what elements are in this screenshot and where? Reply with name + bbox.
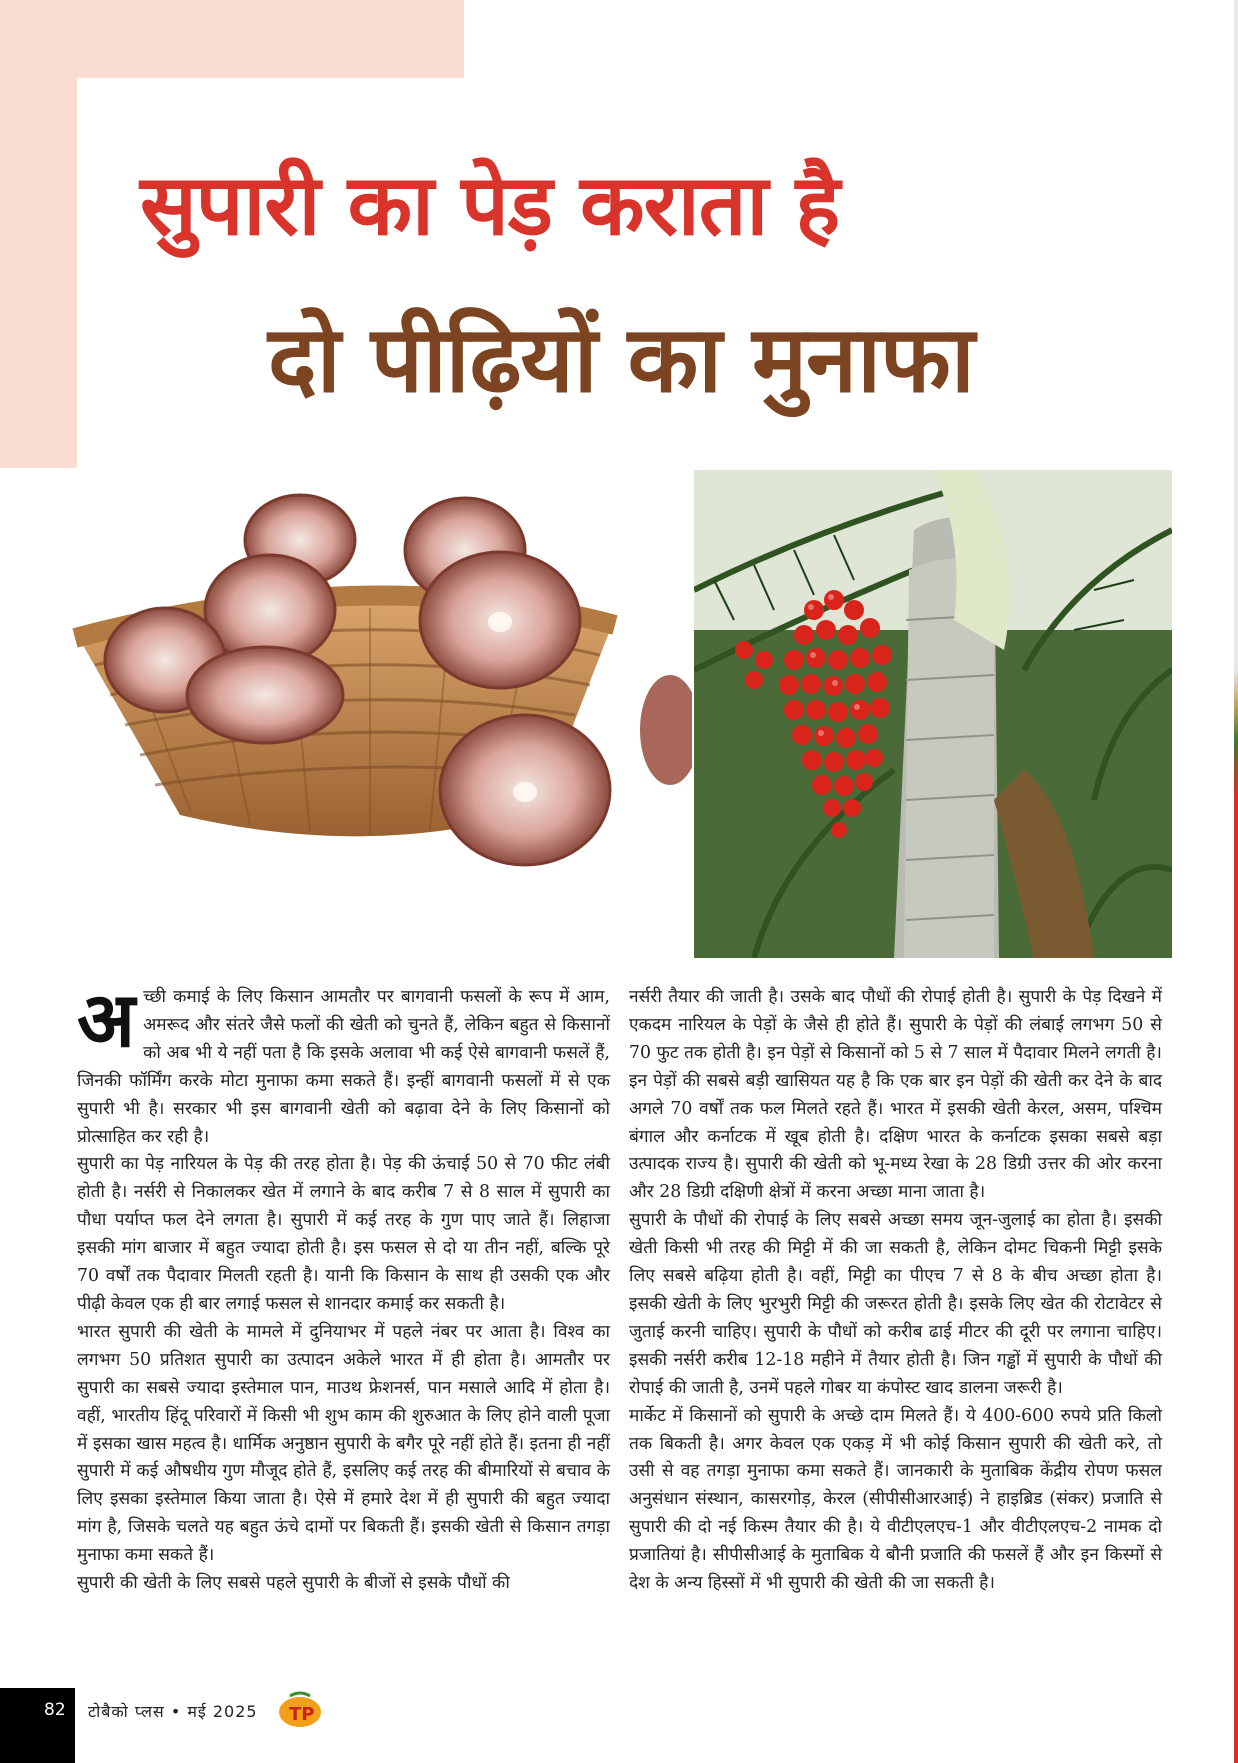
article-paragraph: सुपारी की खेती के लिए सबसे पहले सुपारी के बीजों से इसके पौधों की	[77, 1573, 510, 1594]
areca-palm-fruit-photo	[694, 470, 1172, 958]
decorative-pink-band-top	[0, 0, 464, 78]
page-edge-stripe	[1234, 0, 1238, 1763]
article-paragraph: मार्केट में किसानों को सुपारी के अच्छे दाम मिलते हैं। ये 400-600 रुपये प्रति किलो तक बिकती है। अगर केवल एक एकड़ में भी कोई किसान सुपारी की खेती करे, तो उसी से वह तगड़ा मुनाफा कमा सकते हैं। जानकारी के मुताबिक केंद्रीय रोपण फसल अनुसंधान संस्थान, कासरगोड़, केरल (सीपीसीआरआई) ने हाइब्रिड (संकर) प्रजाति से सुपारी की दो नई किस्म तैयार की है। ये वीटीएलएच-1 और वीटीएलएच-2 नामक दो प्रजातियां है। सीपीसीआई के मुताबिक ये बौनी प्रजाति की फसलें हैं और इन किस्मों से देश के अन्य हिस्सों में भी सुपारी की खेती की जा सकती है।	[629, 1405, 1162, 1594]
svg-text:TP: TP	[289, 1704, 315, 1725]
article-paragraph: सुपारी के पौधों की रोपाई के लिए सबसे अच्छा समय जून-जुलाई का होता है। इसकी खेती किसी भी तरह की मिट्टी में की जा सकती है, लेकिन दोमट चिकनी मिट्टी इसके लिए सबसे बढ़िया होती है। वहीं, मिट्टी का पीएच 7 से 8 के बीच अच्छा होता है। इसकी खेती के लिए भुरभुरी मिट्टी की जरूरत होती है। इसके लिए खेत की रोटावेटर से जुताई करनी चाहिए। सुपारी के पौधों को करीब ढाई मीटर की दूरी पर लगाना चाहिए। इसकी नर्सरी करीब 12-18 महीने में तैयार होती है। जिन गड्ढों में सुपारी के पौधों की रोपाई की जाती है, उनमें पहले गोबर या कंपोस्ट खाद डालना जरूरी है।	[629, 1210, 1162, 1398]
article-column-right	[629, 984, 1162, 1598]
article-paragraph: भारत सुपारी की खेती के मामले में दुनियाभर में पहले नंबर पर आता है। विश्व का लगभग 50 प्रतिशत सुपारी का उत्पादन अकेले भारत में ही होता है। आमतौर पर सुपारी का सबसे ज्यादा इस्तेमाल पान, माउथ फ्रेशनर्स, पान मसाले आदि में होता है। वहीं, भारतीय हिंदू परिवारों में किसी भी शुभ काम की शुरुआत के लिए होने वाली पूजा में इसका खास महत्व है। धार्मिक अनुष्ठान सुपारी के बगैर पूरे नहीं होते हैं। इतना ही नहीं सुपारी में कई औषधीय गुण मौजूद होते हैं, इसलिए कई तरह की बीमारियों से बचाव के लिए इसका इस्तेमाल किया जाता है। ऐसे में हमारे देश में ही सुपारी की बहुत ज्यादा मांग है, जिसके चलते यह बहुत ऊंचे दामों पर बिकती हैं। इसकी खेती से किसान तगड़ा मुनाफा कमा सकते हैं।	[77, 1321, 610, 1566]
decorative-pink-band-left	[0, 78, 77, 468]
article-paragraph: सुपारी का पेड़ नारियल के पेड़ की तरह होता है। पेड़ की ऊंचाई 50 से 70 फीट लंबी होती है। नर्सरी से निकालकर खेत में लगाने के बाद करीब 7 से 8 साल में सुपारी का पौधा पर्याप्त फल देने लगता है। सुपारी में कई तरह के गुण पाए जाते हैं। लिहाजा इसकी मांग बाजार में बहुत ज्यादा होती है। इस फसल से दो या तीन नहीं, बल्कि पूरे 70 वर्षों तक पैदावार मिलती रहती है। यानी कि किसान के साथ ही उसकी एक और पीढ़ी केवल एक ही बार लगाई फसल से शानदार कमाई कर सकती है।	[77, 1154, 610, 1314]
betel-nut-basket-photo	[70, 480, 692, 950]
article-column-left	[77, 975, 610, 1598]
page-number: 82	[44, 1700, 66, 1720]
headline-line-2: दो पीढ़ियों का मुनाफा	[268, 306, 974, 413]
drop-cap: अ	[77, 975, 136, 1064]
article-paragraph: नर्सरी तैयार की जाती है। उसके बाद पौधों की रोपाई होती है। सुपारी के पेड़ दिखने में एकदम नारियल के पेड़ों के जैसे ही होते हैं। सुपारी के पेड़ों की लंबाई लगभग 50 से 70 फुट तक होती है। इन पेड़ों से किसानों को 5 से 7 साल में पैदावार मिलने लगती है। इन पेड़ों की सबसे बड़ी खासियत यह है कि एक बार इन पेड़ों की खेती कर देने के बाद अगले 70 वर्षों तक फल मिलते रहते हैं। भारत में इसकी खेती केरल, असम, पश्चिम बंगाल और कर्नाटक में खूब होती है। दक्षिण भारत के कर्नाटक इसका सबसे बड़ा उत्पादक राज्य है। सुपारी की खेती को भू-मध्य रेखा के 28 डिग्री उत्तर की ओर करना और 28 डिग्री दक्षिणी क्षेत्रों में करना अच्छा माना जाता है।	[629, 987, 1162, 1203]
footer-publication: टोबैको प्लस • मई 2025	[88, 1702, 258, 1721]
article-paragraph: च्छी कमाई के लिए किसान आमतौर पर बागवानी फसलों के रूप में आम, अमरूद और संतरे जैसे फलों की खेती को चुनते हैं, लेकिन बहुत से किसानों को अब भी ये नहीं पता है कि इसके अलावा भी कई ऐसे बागवानी फसलें हैं, जिनकी फॉर्मिंग करके मोटा मुनाफा कमा सकते हैं। इन्हीं बागवानी फसलों में से एक सुपारी भी है। सरकार भी इस बागवानी खेती को बढ़ावा देने के लिए किसानों को प्रोत्साहित कर रही है।	[77, 987, 610, 1147]
tobacco-plus-logo-icon	[276, 1690, 324, 1730]
headline-line-1: सुपारी का पेड़ कराता है	[140, 156, 840, 254]
